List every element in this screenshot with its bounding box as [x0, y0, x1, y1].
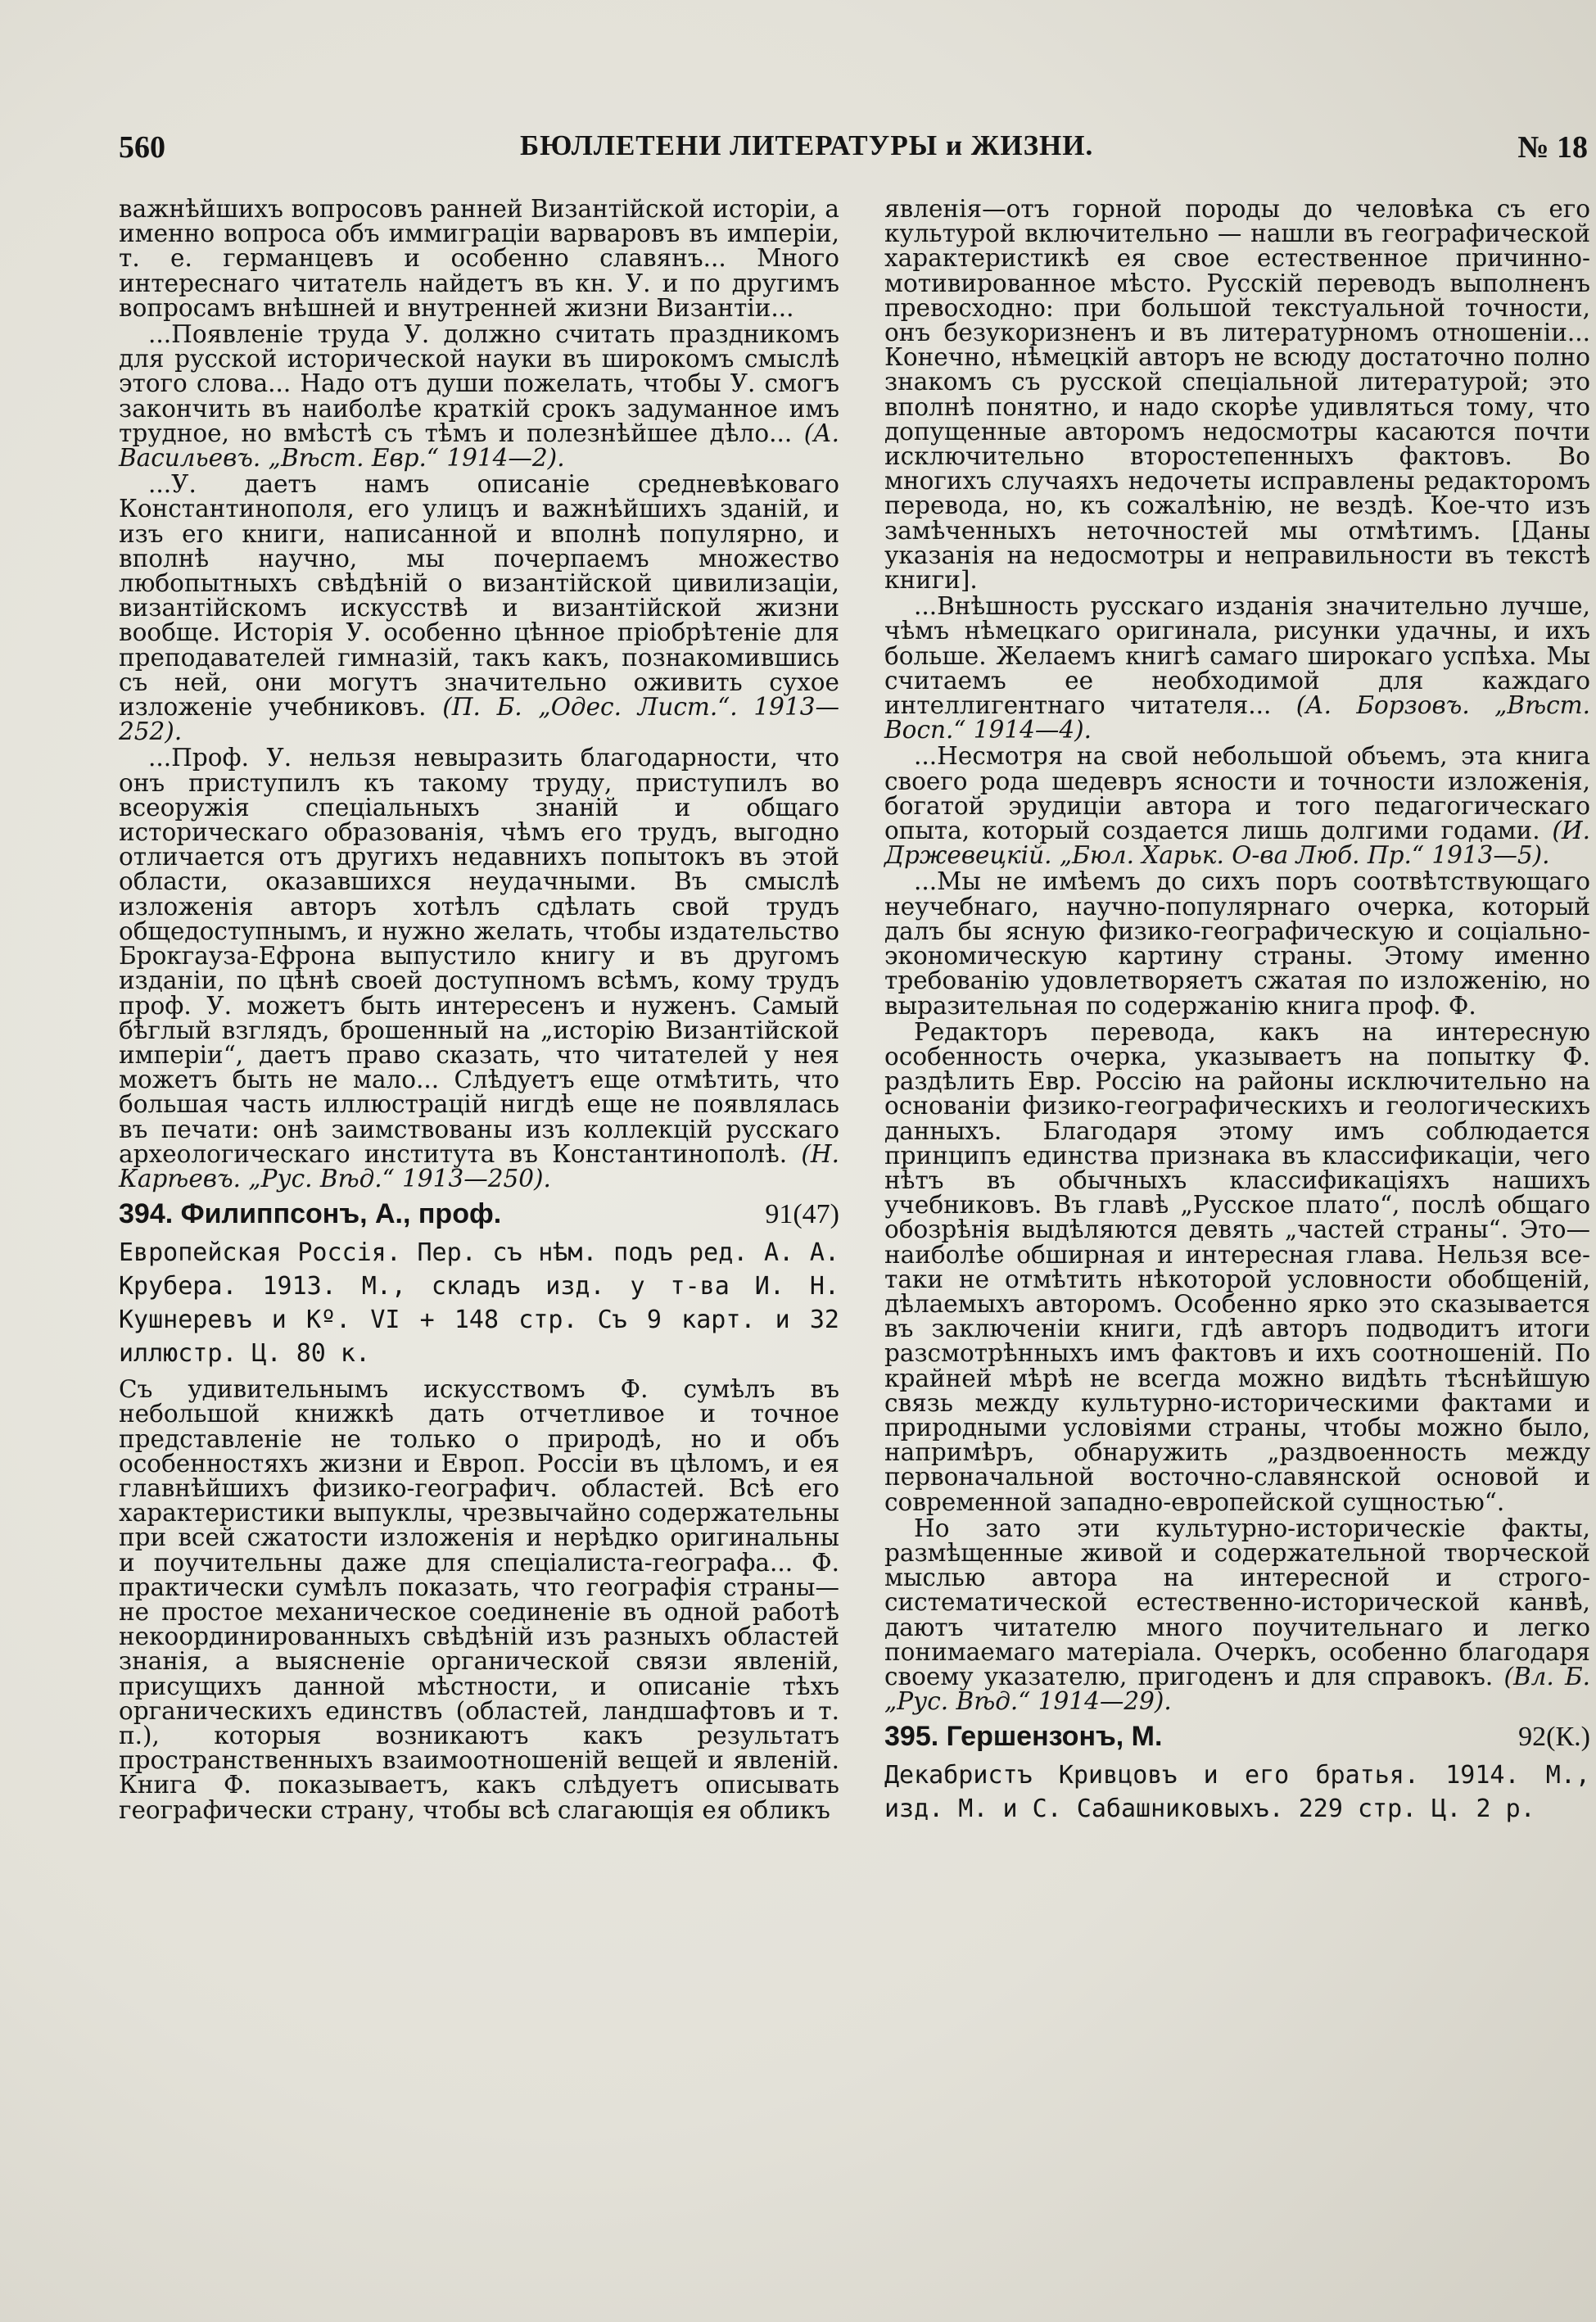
issue-number: № 18 [1517, 130, 1588, 165]
review-quote [119, 745, 839, 1191]
quote-source: (А. Борзовъ. „Вѣст. Восп.“ 1914—4). [884, 691, 1590, 745]
bibliographic-record: Декабристъ Кривцовъ и его братья. 1914. М., изд. М. и С. Сабашниковыхъ. 229 стр. Ц. 2 р. [884, 1761, 1590, 1824]
journal-title: БЮЛЛЕТЕНИ ЛИТЕРАТУРЫ и ЖИЗНИ. [520, 129, 1094, 161]
quote-text: ...Несмотря на свой небольшой объемъ, эта книга своего рода шедевръ ясности и точности изложенія, богатой эрудиціи автора и того педагогическаго опыта, который создается лишь долгими годами. [884, 742, 1590, 845]
review-quote [119, 472, 839, 744]
paragraph: явленія—отъ горной породы до человѣка съ его культурой включительно — нашли въ географической характеристикѣ ея свое естественное причинно-мотивированное мѣсто. Русскій переводъ выполненъ превосходно: при большой текстуальной точности, онъ безукоризненъ и въ литературномъ отношеніи... Конечно, нѣмецкій авторъ не всюду достаточно полно знакомъ съ русской спеціальной литературой; это вполнѣ понятно, и надо скорѣе удивляться тому, что допущенные авторомъ недосмотры касаются почти исключительно второстепенныхъ фактовъ. Во многихъ случаяхъ недочеты исправлены редакторомъ перевода, но, къ сожалѣнію, не вездѣ. Кое-что изъ замѣченныхъ неточностей мы отмѣтимъ. [Даны указанія на недосмотры и неправильности въ текстѣ книги]. [884, 195, 1590, 595]
right-column [884, 197, 1590, 1832]
entry-heading-395 [884, 1720, 1590, 1754]
review-quote [884, 1516, 1590, 1714]
quote-source: (П. Б. „Одес. Лист.“. 1913—252). [119, 693, 839, 746]
paragraph: важнѣйшихъ вопросовъ ранней Византійской исторіи, а именно вопроса объ иммиграціи варваровъ въ имперіи, т. е. германцевъ и особенно славянъ... Много интереснаго читатель найдетъ въ кн. У. и по другимъ вопросамъ внѣшней и внутренней жизни Византіи... [119, 195, 839, 322]
quote-text: ...Внѣшность русскаго изданія значительно лучше, чѣмъ нѣмецкаго оригинала, рисунки удачны, и ихъ больше. Желаемъ книгѣ самаго широкаго успѣха. Мы считаемъ ее необходимой для каждаго интеллигентнаго читателя... [884, 592, 1590, 720]
page-number: 560 [119, 130, 165, 165]
quote-text: ...Появленіе труда У. должно считать праздникомъ для русской исторической науки въ широкомъ смыслѣ этого слова... Надо отъ души пожелать, чтобы У. смогъ закончить въ наиболѣе краткій срокъ задуманное имъ трудное, но вмѣстѣ съ тѣмъ и полезнѣйшее дѣло... [119, 320, 839, 447]
paragraph: Съ удивительнымъ искусствомъ Ф. сумѣлъ въ небольшой книжкѣ дать отчетливое и точное представленіе не только о природѣ, но и объ особенностяхъ жизни и Европ. Россіи въ цѣломъ, и ея главнѣйшихъ физико-географич. областей. Всѣ его характеристики выпуклы, чрезвычайно содержательны при всей сжатости изложенія и нерѣдко оригинальны и поучительны даже для спеціалиста-географа... Ф. практически сумѣлъ показать, что географія страны—не простое механическое соединеніе въ одной работѣ некоординированныхъ свѣдѣній изъ разныхъ областей знанія, а выясненіе органической связи явленій, присущихъ данной мѣстности, и описаніе тѣхъ органическихъ единствъ (областей, ландшафтовъ и т. п.), которыя возникаютъ какъ результатъ пространственныхъ взаимоотношеній вещей и явленій. Книга Ф. показываетъ, какъ слѣдуетъ описывать географически страну, чтобы всѣ слагающія ея обликъ [119, 1375, 839, 1824]
classification-code: 91(47) [765, 1199, 839, 1230]
classification-code: 92(К.) [1518, 1722, 1590, 1753]
running-head [119, 129, 1596, 169]
paragraph: Редакторъ перевода, какъ на интересную особенность очерка, указываетъ на попытку Ф. раздѣлить Евр. Россію на районы исключительно на основаніи физико-географическихъ и геологическихъ данныхъ. Благодаря этому имъ соблюдается принципъ единства признака въ классификаціи, чего нѣтъ въ обычныхъ классификаціяхъ нашихъ учебниковъ. Въ главѣ „Русское плато“, послѣ общаго обозрѣнія выдѣляются девять „частей страны“. Это—наиболѣе обширная и интересная глава. Нельзя все-таки не отмѣтить нѣкоторой условности обобщеній, дѣлаемыхъ авторомъ. Особенно ярко это сказывается въ заключеніи книги, гдѣ авторъ подводитъ итоги разсмотрѣнныхъ имъ фактовъ и ихъ соотношеній. По крайней мѣрѣ не всегда можно видѣть тѣснѣйшую связь между культурно-историческими фактами и природными условіями страны, чтобы можно было, напримѣръ, обнаружить „раздвоенность между первоначальной восточно-славянской основой и современной западно-европейской сущностью“. [884, 1017, 1590, 1516]
left-column [119, 197, 839, 1824]
quote-source: (А. Васильевъ. „Вѣст. Евр.“ 1914—2). [119, 419, 839, 473]
quote-source: (И. Држевецкій. „Бюл. Харьк. О-ва Люб. Пр.“ 1913—5). [884, 817, 1590, 870]
review-quote [884, 592, 1590, 745]
review-quote [884, 742, 1590, 870]
bibliographic-record: Европейская Россія. Пер. съ нѣм. подъ ред. А. А. Крубера. 1913. М., складъ изд. у т-ва И. Н. Кушнеревъ и Кº. VI + 148 стр. Съ 9 карт. и 32 иллюстр. Ц. 80 к. [119, 1238, 839, 1369]
paragraph: ...Мы не имѣемъ до сихъ поръ соотвѣтствующаго неучебнаго, научно-популярнаго очерка, который далъ бы ясную физико-географическую и соціально-экономическую картину страны. Этому именно требованію удовлетворяетъ сжатая по изложенію, но выразительная по содержанію книга проф. Ф. [884, 867, 1590, 1020]
quote-text: ...Проф. У. нельзя невыразить благодарности, что онъ приступилъ къ такому труду, приступилъ во всеоружія спеціальныхъ знаній и общаго историческаго образованія, чѣмъ его трудъ, выгодно отличается отъ другихъ недавнихъ попытокъ въ этой области, оказавшихся неудачными. Въ смыслѣ изложенія авторъ хотѣлъ сдѣлать свой трудъ общедоступнымъ, и нужно желать, чтобы издательство Брокгауза-Ефрона выпустило книгу и въ другомъ изданіи, по цѣнѣ своей доступномъ всѣмъ, кому трудъ проф. У. можетъ быть интересенъ и нуженъ. Самый бѣглый взглядъ, брошенный на „исторію Византійской имперіи“, даетъ право сказать, что читателей у нея можетъ быть не мало... Слѣдуетъ еще отмѣтить, что большая часть иллюстрацій нигдѣ еще не появлялась въ печати: онѣ заимствованы изъ коллекцій русскаго археологическаго института въ Константинополѣ. [119, 744, 839, 1168]
quote-source: (Н. Карѣевъ. „Рус. Вѣд.“ 1913—250). [119, 1139, 839, 1193]
entry-heading-394 [119, 1197, 839, 1231]
entry-title: 395. Гершензонъ, М. [884, 1721, 1163, 1753]
quote-text: Но зато эти культурно-историческіе факты, размѣщенные живой и содержательной творческой мыслью автора на интересной и строго-систематической естественно-исторической канвѣ, даютъ читателю много поучительнаго и легко понимаемаго матеріала. Очеркъ, особенно благодаря своему указателю, пригоденъ и для справокъ. [884, 1514, 1590, 1691]
quote-text: ...У. даетъ намъ описаніе средневѣковаго Константинополя, его улицъ и важнѣйшихъ зданій, и изъ его книги, написанной и вполнѣ популярно, и вполнѣ научно, мы почерпаемъ множество любопытныхъ свѣдѣній о византійской цивилизаціи, византійскомъ искусствѣ и византійской жизни вообще. Исторія У. особенно цѣнное пріобрѣтеніе для преподавателей гимназій, такъ какъ, познакомившись съ ней, они могутъ значительно оживить сухое изложеніе учебниковъ. [119, 470, 839, 722]
entry-title: 394. Филиппсонъ, А., проф. [119, 1198, 502, 1230]
review-quote [119, 320, 839, 473]
quote-source: (Вл. Б. „Рус. Вѣд.“ 1914—29). [884, 1662, 1591, 1716]
